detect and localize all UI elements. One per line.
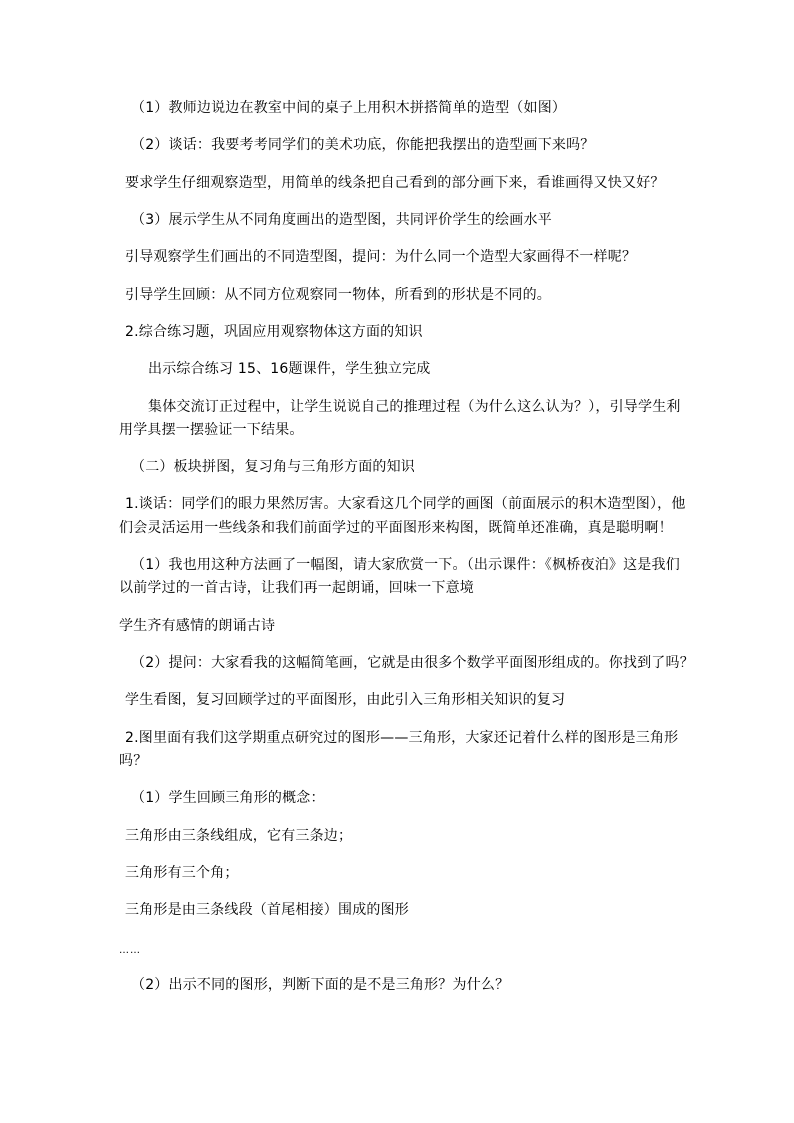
text-line: 要求学生仔细观察造型，用简单的线条把自己看到的部分画下来，看谁画得又快又好？ — [125, 175, 665, 191]
text-line: （2）提问：大家看我的这幅简笔画，它就是由很多个数学平面图形组成的。你找到了吗？ — [131, 655, 694, 671]
text-line: 引导观察学生们画出的不同造型图，提问：为什么同一个造型大家画得不一样呢？ — [125, 249, 637, 265]
text-line: 三角形有三个角； — [125, 865, 239, 881]
text-line: 三角形由三条线组成，它有三条边； — [125, 828, 353, 844]
text-line: 2.综合练习题，巩固应用观察物体这方面的知识 — [125, 324, 423, 340]
text-line: （1）教师边说边在教室中间的桌子上用积木拼搭简单的造型（如图） — [131, 100, 567, 116]
text-line: 学生齐有感情的朗诵古诗 — [119, 618, 276, 634]
text-line: 以前学过的一首古诗，让我们再一起朗诵，回味一下意境 — [119, 580, 474, 596]
ellipsis-line: …… — [119, 945, 141, 956]
text-line: （2）出示不同的图形，判断下面的是不是三角形？为什么？ — [131, 977, 510, 993]
text-line: （3）展示学生从不同角度画出的造型图，共同评价学生的绘画水平 — [131, 212, 552, 228]
text-line: 1.谈话：同学们的眼力果然厉害。大家看这几个同学的画图（前面展示的积木造型图），他 — [125, 496, 686, 512]
text-line: 2.图里面有我们这学期重点研究过的图形——三角形，大家还记着什么样的图形是三角形 — [125, 730, 679, 746]
text-line: 学生看图，复习回顾学过的平面图形，由此引入三角形相关知识的复习 — [125, 692, 566, 708]
text-line: 引导学生回顾：从不同方位观察同一物体，所看到的形状是不同的。 — [125, 287, 551, 303]
text-line: 用学具摆一摆验证一下结果。 — [119, 422, 304, 438]
text-line: （1）学生回顾三角形的概念： — [131, 790, 325, 806]
text-line: （二）板块拼图，复习角与三角形方面的知识 — [131, 459, 415, 475]
text-line: （2）谈话：我要考考同学们的美术功底，你能把我摆出的造型画下来吗？ — [131, 137, 595, 153]
text-line: 们会灵活运用一些线条和我们前面学过的平面图形来构图，既简单还准确，真是聪明啊！ — [119, 520, 673, 536]
text-line: 出示综合练习 15、16题课件，学生独立完成 — [148, 361, 431, 377]
text-line: 吗？ — [119, 753, 148, 769]
text-line: 三角形是由三条线段（首尾相接）围成的图形 — [125, 902, 409, 918]
text-line: 集体交流订正过程中，让学生说说自己的推理过程（为什么这么认为？），引导学生利 — [148, 399, 681, 415]
text-line: （1）我也用这种方法画了一幅图，请大家欣赏一下。（出示课件：《枫桥夜泊》这是我们 — [131, 557, 680, 573]
